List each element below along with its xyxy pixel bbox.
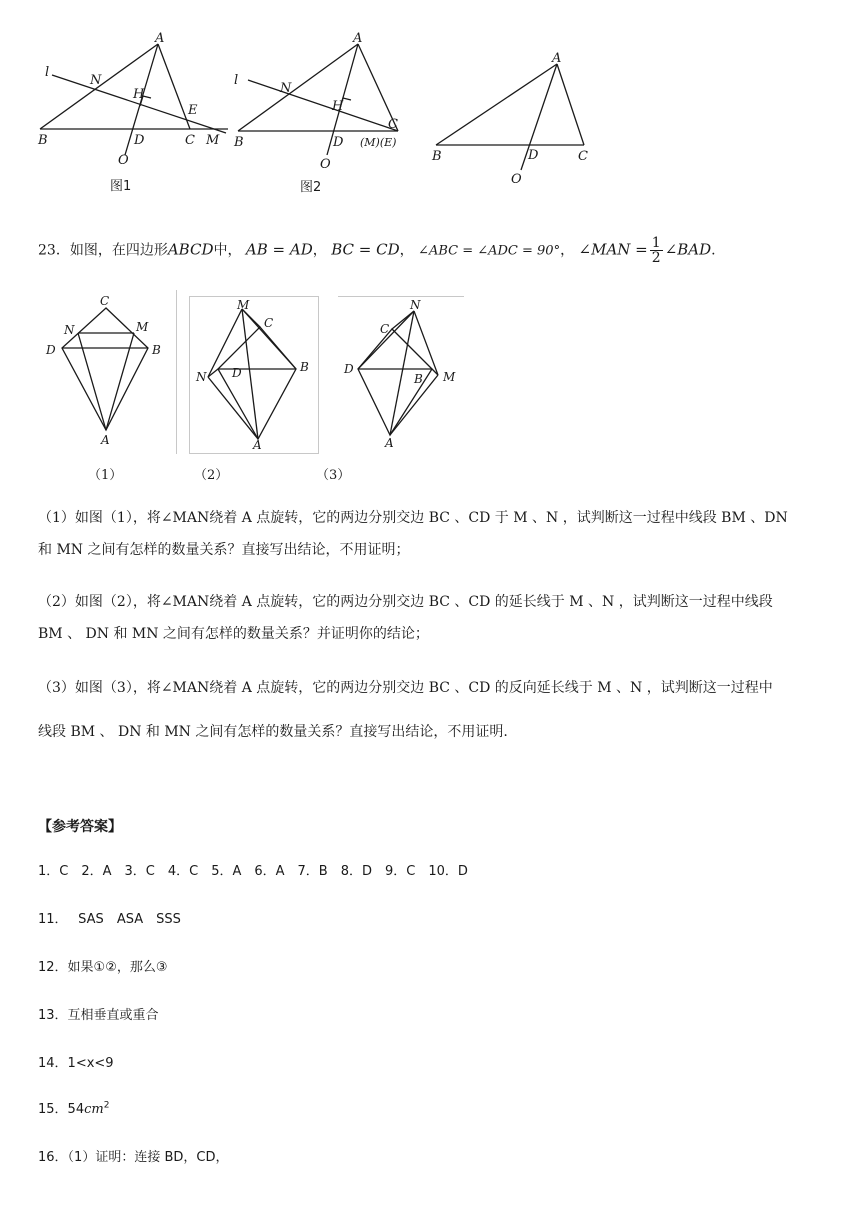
- kite1-label-b: B: [152, 343, 161, 357]
- fig2-label-l: l: [234, 73, 239, 88]
- kite-figure-2: [189, 296, 319, 454]
- kite3-label-a: A: [385, 436, 394, 450]
- part1-line2: 和 MN 之间有怎样的数量关系？直接写出结论，不用证明；: [38, 542, 410, 558]
- q23-cond4-left: ∠MAN =: [578, 240, 648, 259]
- answers-header: 【参考答案】: [38, 819, 122, 835]
- figure-3-triangle: [424, 42, 614, 192]
- q23-statement: [38, 236, 716, 265]
- fig1-label-h: H: [133, 87, 145, 102]
- figure-2-caption: 图2: [300, 180, 322, 195]
- answer-11: 11． SAS ASA SSS: [38, 912, 181, 927]
- q23-cond2: BC = CD: [331, 240, 400, 259]
- answer-13: 13．互相垂直或重合: [38, 1008, 159, 1023]
- kite2-label-c: C: [264, 316, 274, 330]
- kite3-label-c: C: [380, 322, 390, 336]
- fig2-label-h: H: [332, 99, 344, 114]
- fig1-label-a: A: [155, 31, 165, 46]
- kite1-label-n: N: [64, 323, 75, 337]
- kite2-label-a: A: [253, 438, 262, 452]
- kite3-label-d: D: [344, 362, 354, 376]
- fig2-label-o: O: [320, 157, 331, 172]
- fig2-label-me: (M)(E): [360, 136, 397, 149]
- answer-12: 12．如果①②，那么③: [38, 960, 168, 975]
- part1-line1: （1）如图（1），将∠MAN绕着 A 点旋转，它的两边分别交边 BC 、CD 于 M 、N ，试判断这一过程中线段 BM 、DN: [38, 510, 788, 526]
- q23-number: 23．: [38, 242, 70, 259]
- q23-fraction: [650, 236, 663, 265]
- answers-1-10: 1．C 2．A 3．C 4．C 5．A 6．A 7．B 8．D 9．C 10．D: [38, 864, 468, 879]
- answer-15-num: 15．54: [38, 1102, 85, 1117]
- fig1-label-l: l: [45, 65, 50, 80]
- kite-caption-1: （1）: [88, 468, 123, 483]
- fig2-label-c: C: [388, 117, 398, 132]
- kite2-label-m: M: [237, 298, 250, 312]
- q23-intro: 如图，在四边形: [69, 242, 168, 259]
- fig2-label-n: N: [280, 81, 292, 96]
- figure-1: [30, 30, 240, 200]
- figure-2: [228, 30, 438, 200]
- fig3-label-b: B: [432, 149, 442, 164]
- q23-quad: ABCD: [167, 240, 214, 259]
- q23-end: .: [711, 242, 716, 259]
- fig1-label-n: N: [90, 73, 102, 88]
- kite3-label-m: M: [443, 370, 456, 384]
- kite1-label-a: A: [101, 433, 110, 447]
- q23-sep2: ，: [399, 242, 414, 259]
- fig2-label-d: D: [333, 135, 344, 150]
- kite1-label-d: D: [46, 343, 56, 357]
- fig1-label-m: M: [206, 133, 220, 148]
- q23-cond1: AB = AD: [245, 240, 313, 259]
- kite3-label-b: B: [414, 372, 423, 386]
- fig3-label-c: C: [578, 149, 588, 164]
- kite1-label-c: C: [100, 294, 110, 308]
- part3-line1: （3）如图（3），将∠MAN绕着 A 点旋转，它的两边分别交边 BC 、CD 的反向延长线于 M 、N ，试判断这一过程中: [38, 680, 773, 696]
- q23-sep1: ，: [312, 242, 327, 259]
- fig1-label-o: O: [118, 153, 129, 168]
- kite-caption-2: （2）: [194, 468, 229, 483]
- answer-15: [38, 1098, 109, 1117]
- kite2-label-b: B: [300, 360, 309, 374]
- kite-figure-3: [338, 296, 464, 453]
- kite2-label-d: D: [232, 366, 242, 380]
- figure-1-caption: 图1: [110, 179, 132, 194]
- kite3-label-n: N: [410, 298, 421, 312]
- part2-line1: （2）如图（2），将∠MAN绕着 A 点旋转，它的两边分别交边 BC 、CD 的延长线于 M 、N ，试判断这一过程中线段: [38, 594, 773, 610]
- q23-frac-num: 1: [651, 235, 661, 251]
- part2-line2: BM 、 DN 和 MN 之间有怎样的数量关系？并证明你的结论；: [38, 626, 429, 642]
- kite-figure-1: [38, 290, 177, 454]
- fig1-label-b: B: [38, 133, 48, 148]
- fig1-label-c: C: [185, 133, 195, 148]
- part3-line2: 线段 BM 、 DN 和 MN 之间有怎样的数量关系？直接写出结论，不用证明.: [38, 724, 508, 740]
- fig1-label-e: E: [188, 103, 198, 118]
- fig2-label-b: B: [234, 135, 244, 150]
- q23-frac-den: 2: [651, 250, 661, 266]
- kite2-label-n: N: [196, 370, 207, 384]
- kite1-label-m: M: [136, 320, 149, 334]
- kite-caption-3: （3）: [316, 468, 351, 483]
- q23-sep3: ，: [560, 242, 575, 259]
- q23-cond4-right: ∠BAD: [664, 240, 712, 259]
- fig1-label-d: D: [134, 133, 145, 148]
- fig3-label-d: D: [528, 148, 539, 163]
- answer-14: 14．1<x<9: [38, 1056, 114, 1071]
- fig3-label-o: O: [511, 172, 522, 187]
- answer-15-unit: cm: [84, 1102, 104, 1117]
- q23-cond3: ∠ABC = ∠ADC = 90°: [418, 243, 561, 259]
- q23-in: 中，: [213, 242, 242, 259]
- fig2-label-a: A: [353, 31, 363, 46]
- answer-16: 16．（1）证明：连接 BD，CD，: [38, 1150, 229, 1165]
- answer-15-exp: 2: [103, 1100, 110, 1111]
- fig3-label-a: A: [552, 51, 562, 66]
